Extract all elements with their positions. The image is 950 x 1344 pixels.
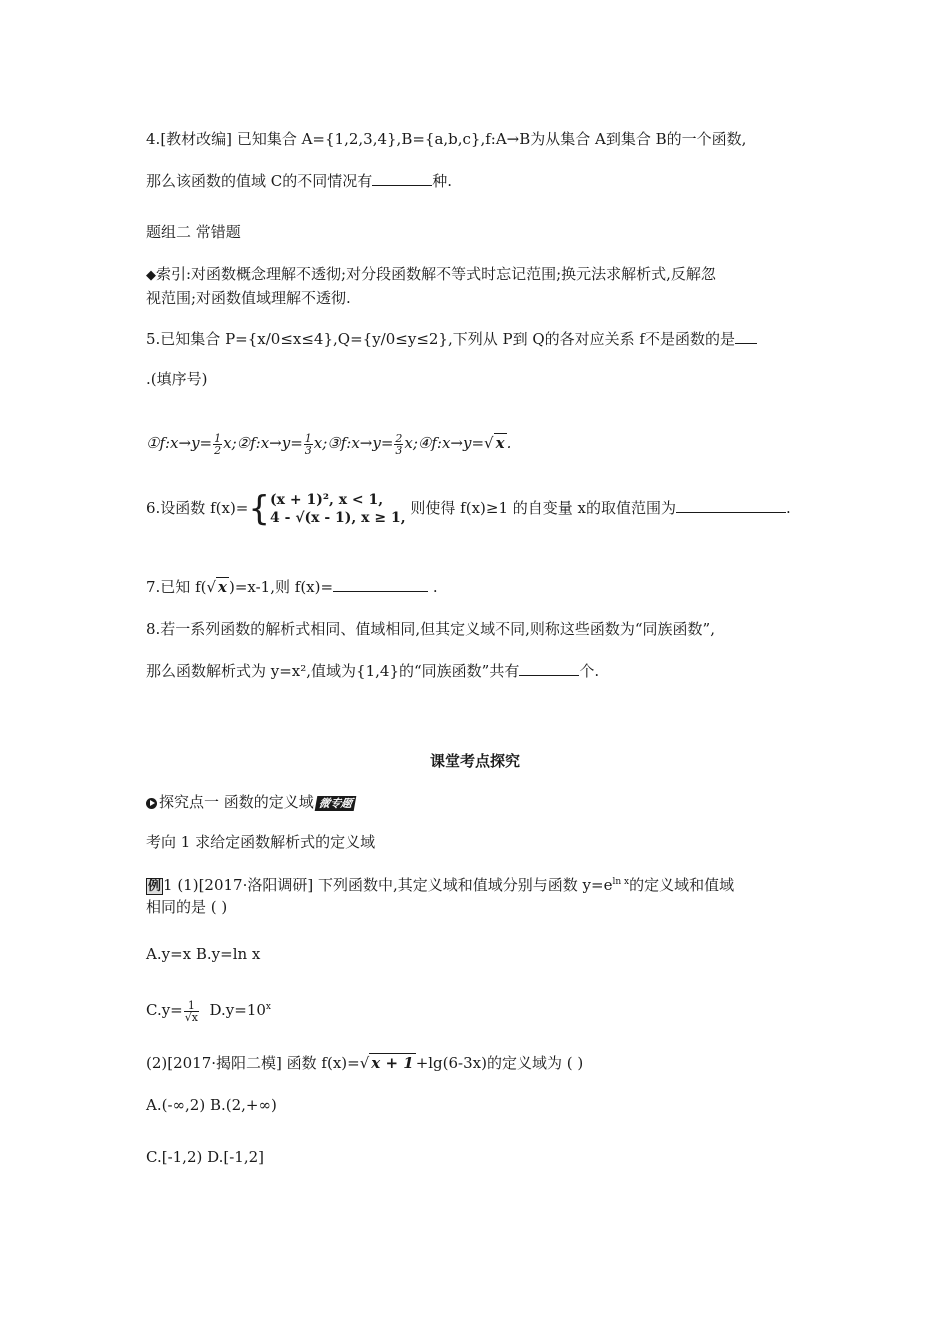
q5-frac2-num: 1 bbox=[304, 431, 312, 445]
diamond-icon: ◆ bbox=[146, 268, 156, 283]
q4-text2-end: 种. bbox=[432, 172, 453, 190]
ex2-post: +lg(6-3x)的定义域为 ( ) bbox=[415, 1054, 584, 1072]
direction-title: 考向 1 求给定函数解析式的定义域 bbox=[146, 833, 376, 851]
q5-frac1-num: 1 bbox=[214, 431, 222, 445]
ex1-optC-num: 1 bbox=[184, 1000, 199, 1012]
q7-sqrt-rad: x bbox=[218, 578, 227, 596]
q7-line bbox=[146, 576, 438, 598]
q4-line2 bbox=[146, 170, 452, 192]
q5-frac3-num: 2 bbox=[395, 431, 403, 445]
q7-sqrt: √ x bbox=[206, 578, 227, 596]
q6-post: 则使得 f(x)≥1 的自变量 x的取值范围为 bbox=[410, 499, 676, 517]
example-badge: 例 bbox=[148, 879, 162, 894]
q6-case2: 4 - √(x - 1), x ≥ 1, bbox=[270, 510, 406, 526]
q5-frac2 bbox=[304, 433, 313, 456]
micro-topic-badge: 微专题 bbox=[314, 796, 356, 811]
q5-frac3 bbox=[394, 433, 403, 456]
q7-pre: 7.已知 f( bbox=[146, 578, 207, 596]
q4-text2: 那么该函数的值域 C的不同情况有 bbox=[146, 172, 373, 190]
ex1-optC: C.y= bbox=[146, 1001, 183, 1019]
group2-index-line1 bbox=[146, 263, 716, 287]
group2-title: 题组二 常错题 bbox=[146, 223, 241, 241]
q6-cases bbox=[270, 491, 406, 527]
group2-index-line2: 视范围;对函数值域理解不透彻. bbox=[146, 289, 351, 307]
q5-line1 bbox=[146, 328, 757, 350]
q5-frac1 bbox=[213, 433, 222, 456]
ex2-sqrt-rad: x + 1 bbox=[371, 1054, 414, 1072]
ex1-text1-end: 的定义域和值域 bbox=[629, 876, 735, 894]
section-title: 课堂考点探究 bbox=[429, 752, 520, 770]
group2-index-text1: 索引:对函数概念理解不透彻;对分段函数解不等式时忘记范围;换元法求解析式,反解忽 bbox=[156, 265, 716, 283]
q8-answer-blank[interactable] bbox=[519, 661, 579, 676]
ex2-line bbox=[146, 1052, 583, 1074]
q5-option3: x;③f:x→y= bbox=[313, 434, 394, 452]
q5-option4: x;④f:x→y= bbox=[404, 434, 485, 452]
ex2-pre: (2)[2017·揭阳二模] 函数 f(x)= bbox=[146, 1054, 360, 1072]
q4-line1 bbox=[146, 128, 746, 150]
q8-line2 bbox=[146, 660, 599, 682]
ex2-options-cd: C.[-1,2) D.[-1,2] bbox=[146, 1148, 264, 1166]
q5-frac1-den: 2 bbox=[214, 443, 222, 457]
q7-post: )=x-1,则 f(x)= bbox=[229, 578, 334, 596]
ex1-line2: 相同的是 ( ) bbox=[146, 898, 228, 916]
q5-options bbox=[146, 430, 511, 456]
q8-line1: 8.若一系列函数的解析式相同、值域相同,但其定义域不同,则称这些函数为“同族函数”, bbox=[146, 620, 715, 638]
q5-sqrt: √ x bbox=[484, 434, 505, 452]
q4-number: 4. bbox=[146, 130, 161, 148]
q7-end: . bbox=[432, 578, 438, 596]
ex1-options-ab: A.y=x B.y=ln x bbox=[146, 945, 261, 963]
ex1-optD: D.y=10 bbox=[209, 1001, 266, 1019]
q5-sqrt-rad: x bbox=[495, 434, 505, 452]
q4-tag: [教材改编] bbox=[160, 130, 233, 148]
q5-option1: ①f:x→y= bbox=[146, 434, 213, 452]
q5-option2: x;②f:x→y= bbox=[223, 434, 303, 452]
ex2-sqrt: √ x + 1 bbox=[359, 1054, 414, 1072]
explore-title-line bbox=[146, 791, 355, 813]
q4-answer-blank[interactable] bbox=[372, 171, 432, 186]
ex1-sup: ln x bbox=[612, 877, 630, 887]
left-brace-icon: { bbox=[248, 489, 271, 529]
q6-pre: 6.设函数 f(x)= bbox=[146, 499, 249, 517]
q6-end: . bbox=[785, 499, 791, 517]
ex1-optC-frac bbox=[184, 1000, 199, 1023]
q5-text: 5.已知集合 P={x/0≤x≤4},Q={y/0≤y≤2},下列从 P到 Q的各对应关系 f不是函数的是 bbox=[146, 330, 735, 348]
q6-case1: (x + 1)², x < 1, bbox=[270, 492, 384, 508]
explore-title: 探究点一 函数的定义域 bbox=[159, 793, 314, 811]
q6-line bbox=[146, 488, 791, 528]
q4-text: 已知集合 A={1,2,3,4},B={a,b,c},f:A→B为从集合 A到集合 B的一个函数, bbox=[236, 130, 747, 148]
q5-frac2-den: 3 bbox=[304, 443, 312, 457]
q7-answer-blank[interactable] bbox=[333, 577, 428, 592]
q8-end: 个. bbox=[579, 662, 600, 680]
q5-end: . bbox=[506, 434, 512, 452]
q5-frac3-den: 3 bbox=[395, 443, 403, 457]
ex2-options-ab: A.(-∞,2) B.(2,+∞) bbox=[146, 1096, 277, 1114]
q5-line2: .(填序号) bbox=[146, 370, 208, 388]
q6-answer-blank[interactable] bbox=[676, 498, 786, 513]
ex1-optD-sup: x bbox=[265, 1002, 271, 1012]
ex1-line1 bbox=[146, 871, 734, 896]
ex1-text1: 1 (1)[2017·洛阳调研] 下列函数中,其定义域和值域分别与函数 y=e bbox=[163, 876, 613, 894]
q8-text2: 那么函数解析式为 y=x²,值域为{1,4}的“同族函数”共有 bbox=[146, 662, 520, 680]
play-circle-icon bbox=[146, 798, 157, 809]
ex1-options-cd bbox=[146, 992, 271, 1025]
ex1-optC-den: √x bbox=[184, 1010, 198, 1024]
q5-answer-blank[interactable] bbox=[735, 329, 757, 344]
